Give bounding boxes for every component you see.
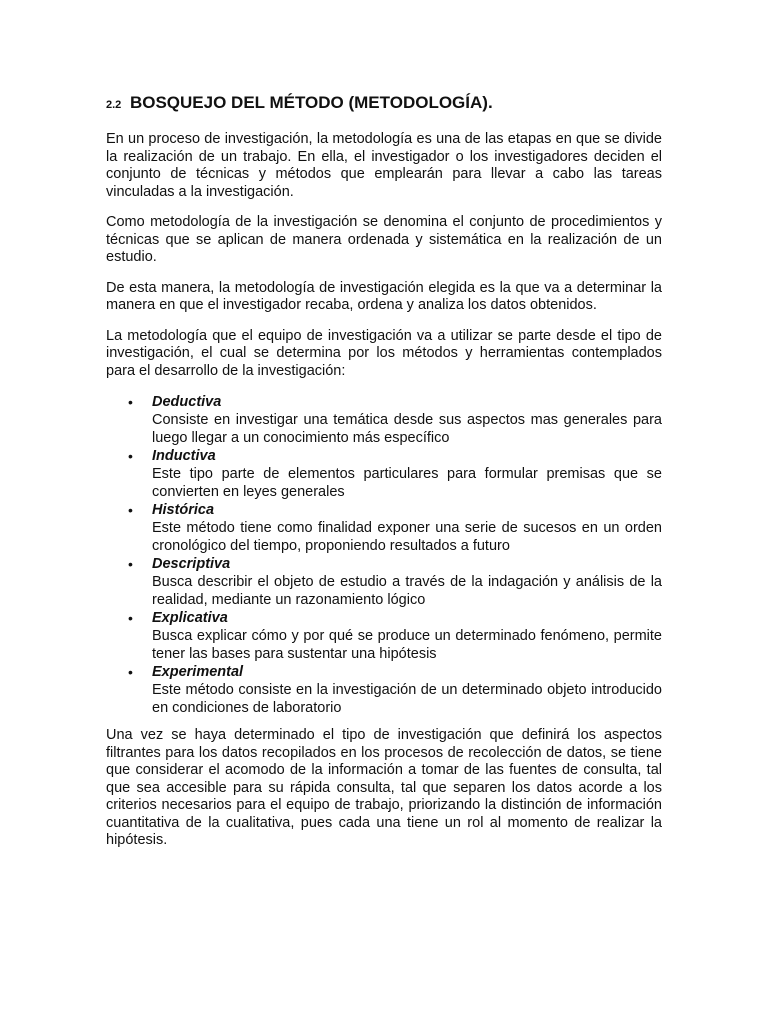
method-name: Histórica (152, 502, 215, 518)
methods-list (106, 393, 662, 717)
section-heading (106, 88, 662, 118)
paragraph-methods-intro: La metodología que el equipo de investigación va a utilizar se parte desde el tipo de investigación, el cual se determina por los métodos y herramientas contemplados para el desarrollo de la investigación: (106, 327, 662, 379)
list-item-explicativa (106, 609, 662, 663)
method-description: Este método tiene como finalidad exponer una serie de sucesos en un orden cronológico del tiempo, proponiendo resultados a futuro (152, 520, 662, 554)
method-name: Descriptiva (152, 556, 231, 572)
method-name: Explicativa (152, 610, 228, 626)
bullet-icon: • (128, 556, 133, 572)
bullet-icon: • (128, 610, 133, 626)
bullet-icon: • (128, 448, 133, 464)
paragraph-closing: Una vez se haya determinado el tipo de investigación que definirá los aspectos filtrantes para los datos recopilados en los procesos de recolección de datos, se tiene que considerar el acomodo de la información a tomar de las fuentes de consulta, tal que sea accesible para su rápida consulta, tal que separen los datos acorde a los criterios necesarios para el equipo de trabajo, priorizando la distinción de información cuantitativa de la cualitativa, pues cada una tiene un rol al momento de realizar la hipótesis. (106, 727, 662, 848)
bullet-icon: • (128, 394, 133, 410)
list-item-descriptiva (106, 555, 662, 609)
paragraph-definition: Como metodología de la investigación se denomina el conjunto de procedimientos y técnicas que se aplican de manera ordenada y sistemática en la realización de un estudio. (106, 214, 662, 265)
method-description: Este tipo parte de elementos particulares para formular premisas que se convierten en leyes generales (152, 466, 662, 500)
section-title: BOSQUEJO DEL MÉTODO (METODOLOGÍA). (129, 93, 493, 112)
method-description: Consiste en investigar una temática desde sus aspectos mas generales para luego llegar a un conocimiento más específico (152, 412, 662, 446)
method-description: Busca describir el objeto de estudio a través de la indagación y análisis de la realidad, mediante un razonamiento lógico (152, 574, 662, 608)
method-name: Deductiva (152, 394, 222, 410)
method-name: Experimental (152, 664, 244, 680)
paragraph-purpose: De esta manera, la metodología de investigación elegida es la que va a determinar la manera en que el investigador recaba, ordena y analiza los datos obtenidos. (106, 279, 662, 313)
list-item-deductiva (106, 393, 662, 447)
method-name: Inductiva (152, 448, 216, 464)
document-page (106, 88, 662, 863)
section-number: 2.2 (106, 99, 122, 111)
bullet-icon: • (128, 664, 133, 680)
paragraph-intro: En un proceso de investigación, la metodología es una de las etapas en que se divide la realización de un trabajo. En ella, el investigador o los investigadores deciden el conjunto de técnicas y métodos que emplearán para llevar a cabo las tareas vinculadas a la investigación. (106, 131, 662, 200)
method-description: Este método consiste en la investigación de un determinado objeto introducido en condiciones de laboratorio (152, 682, 662, 716)
method-description: Busca explicar cómo y por qué se produce un determinado fenómeno, permite tener las bases para sustentar una hipótesis (152, 628, 662, 662)
list-item-inductiva (106, 447, 662, 501)
bullet-icon: • (128, 502, 133, 518)
list-item-experimental (106, 663, 662, 717)
list-item-historica (106, 501, 662, 555)
